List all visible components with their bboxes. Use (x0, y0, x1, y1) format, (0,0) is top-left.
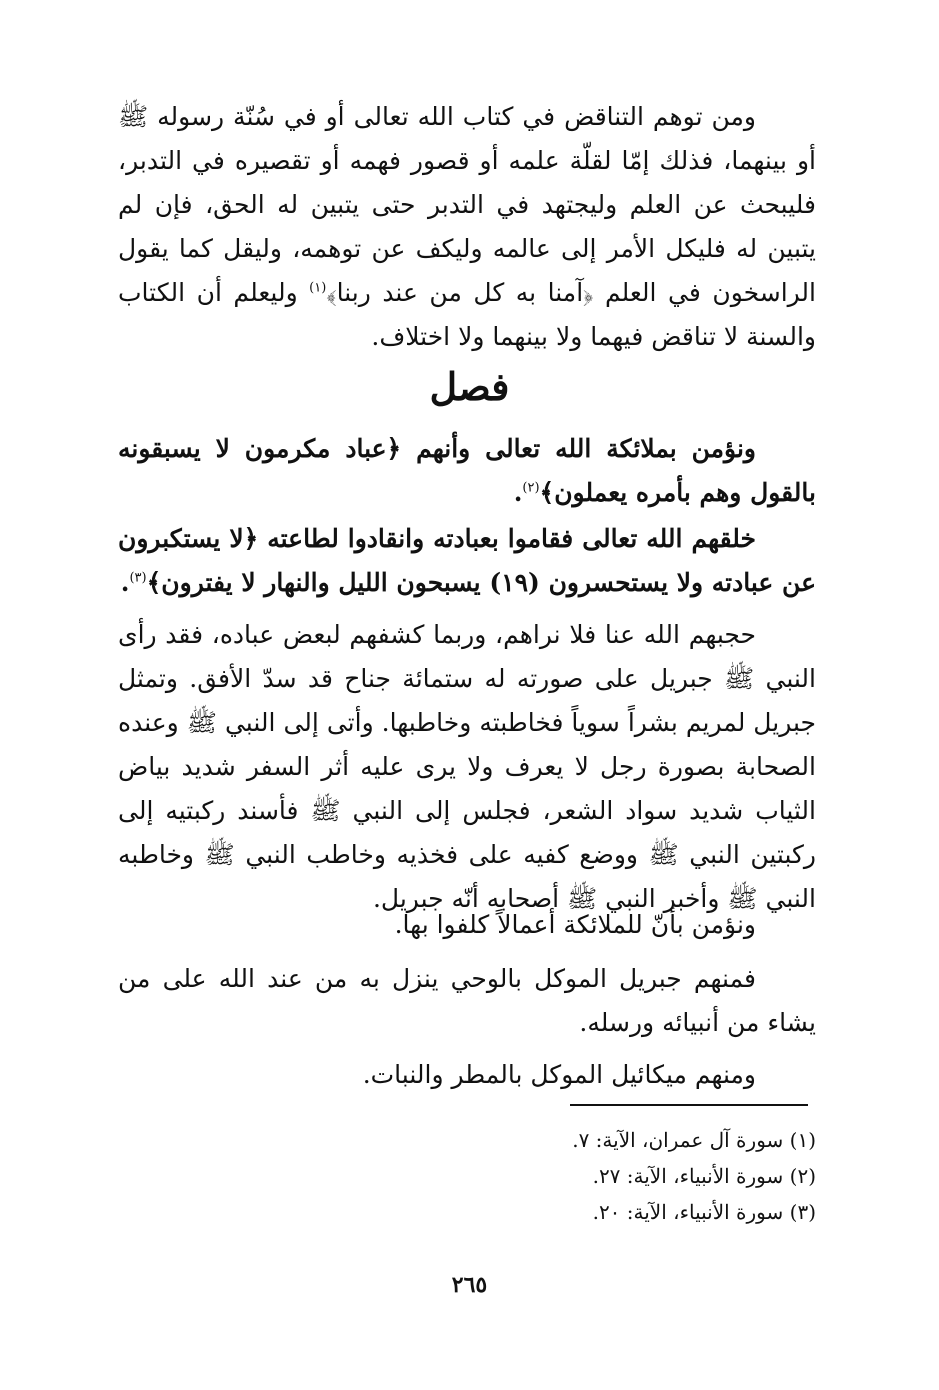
section-heading: فصل (429, 364, 510, 409)
paragraph-angels-created-text: خلقهم الله تعالى فقاموا بعبادته وانقادوا لطاعته ﴿لا يستكبرون عن عبادته ولا يستحسرون (١٩) يسبحون الليل والنهار لا يفترون﴾ (118, 524, 816, 597)
paragraph-mikail: ومنهم ميكائيل الموكل بالمطر والنبات. (362, 1060, 756, 1089)
footnote-ref-2: (٢) (522, 480, 540, 496)
intro-paragraph (118, 95, 816, 359)
footnote-ref-1: (١) (309, 280, 327, 296)
footnote-3: (٣) سورة الأنبياء، الآية: ٢٠. (592, 1200, 816, 1224)
intro-text: ومن توهم التناقض في كتاب الله تعالى أو في سُنّة رسوله ﷺ أو بينهما، فذلك إمّا لقلّة علمه أو قصور فهمه أو تقصيره في التدبر، فليبحث عن العلم وليجتهد في التدبر حتى يتبين له الحق، فإن لم يتبين له فليكل الأمر إلى عالمه وليكف عن توهمه، وليقل كما يقول الراسخون في العلم ﴿آمنا به كل من عند ربنا﴾ (118, 102, 816, 307)
paragraph-angels-belief-end: . (513, 478, 523, 507)
footnotes (470, 1122, 816, 1230)
intro-text-end: وليعلم أن الكتاب والسنة لا تناقض فيهما ولا بينهما ولا اختلاف. (118, 278, 816, 351)
paragraph-angels-duties: ونؤمن بأنّ للملائكة أعمالاً كلفوا بها. (394, 910, 756, 939)
paragraph-angels-belief (118, 427, 816, 515)
paragraph-angels-created-end: . (120, 568, 130, 597)
footnote-2: (٢) سورة الأنبياء، الآية: ٢٧. (592, 1164, 816, 1188)
page-number: ٢٦٥ (451, 1272, 488, 1298)
paragraph-angels-hidden: حجبهم الله عنا فلا نراهم، وربما كشفهم لبعض عباده، فقد رأى النبي ﷺ جبريل على صورته له ستمائة جناح قد سدّ الأفق. وتمثل جبريل لمريم بشراً سوياً فخاطبته وخاطبها. وأتى إلى النبي ﷺ وعنده الصحابة بصورة رجل لا يعرف ولا يرى عليه أثر السفر شديد بياض الثياب شديد سواد الشعر، فجلس إلى النبي ﷺ فأسند ركبتيه إلى ركبتين النبي ﷺ ووضع كفيه على فخذيه وخاطب النبي ﷺ وخاطبه النبي ﷺ وأخبر النبي ﷺ أصحابه أنّه جبريل. (118, 620, 816, 913)
footnote-ref-3: (٣) (129, 570, 147, 586)
paragraph-jibril: فمنهم جبريل الموكل بالوحي ينزل به من عند الله على من يشاء من أنبيائه ورسله. (118, 964, 816, 1037)
footnote-separator (570, 1104, 808, 1106)
footnote-1: (١) سورة آل عمران، الآية: ٧. (572, 1128, 816, 1152)
paragraph-angels-created (118, 517, 816, 605)
paragraph-angels-belief-text: ونؤمن بملائكة الله تعالى وأنهم ﴿عباد مكرمون لا يسبقونه بالقول وهم بأمره يعملون﴾ (118, 434, 816, 507)
